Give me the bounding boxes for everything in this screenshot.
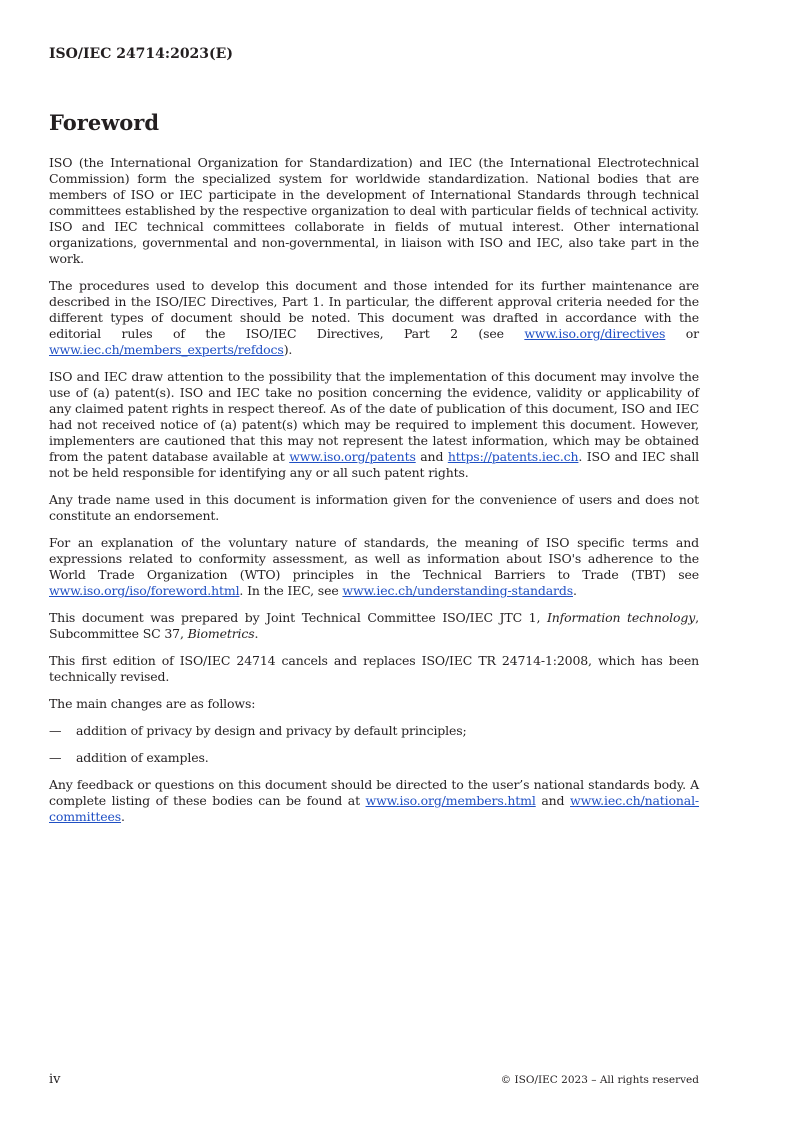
page-number: iv: [49, 1072, 61, 1087]
link-iso-foreword[interactable]: www.iso.org/iso/foreword.html: [49, 583, 240, 598]
copyright-notice: © ISO/IEC 2023 – All rights reserved: [500, 1074, 699, 1086]
paragraph-standardization-system: ISO (the International Organization for Standardization) and IEC (the International Electrotechnical Commission) form the specialized system for worldwide standardization. National bodies that are members of ISO or IEC participate in the development of International Standards through technical committees established by the respective organization to deal with particular fields of technical activity. ISO and IEC technical committees collaborate in fields of mutual interest. Other international organizations, governmental and non-governmental, in liaison with ISO and IEC, also take part in the work.: [49, 155, 699, 266]
paragraph-edition: This first edition of ISO/IEC 24714 cancels and replaces ISO/IEC TR 24714-1:2008, which has been technically revised.: [49, 653, 699, 684]
list-item: [49, 723, 699, 739]
paragraph-trade-name: Any trade name used in this document is information given for the convenience of users and does not constitute an endorsement.: [49, 492, 699, 523]
paragraph-patents: [49, 369, 699, 481]
link-iec-understanding-standards[interactable]: www.iec.ch/understanding-standards: [342, 583, 573, 598]
link-iso-directives[interactable]: www.iso.org/directives: [524, 326, 666, 341]
paragraph-text: , Subcommittee SC 37,: [49, 610, 699, 641]
list-item-text: addition of examples.: [76, 750, 209, 765]
link-iso-members[interactable]: www.iso.org/members.html: [365, 793, 536, 808]
paragraph-text: or: [665, 326, 699, 341]
paragraph-text: .: [573, 583, 577, 598]
link-iec-patents[interactable]: https://patents.iec.ch: [447, 449, 579, 464]
paragraph-text: and: [535, 793, 571, 808]
link-iec-national-committees[interactable]: www.iec.ch/national-committees: [49, 793, 700, 824]
paragraph-text: and: [415, 449, 448, 464]
paragraph-text: ISO and IEC draw attention to the possibility that the implementation of this document may involve the use of (a) patent(s). ISO and IEC take no position concerning the evidence, validity or applicability of any claimed patent rights in respect thereof. As of the date of publication of this document, ISO and IEC had not received notice of (a) patent(s) which may be required to implement this document. However, implementers are cautioned that this may not represent the latest information, which may be obtained from the patent database available at: [49, 369, 699, 464]
paragraph-feedback: [49, 777, 699, 825]
paragraph-text: ).: [283, 342, 293, 357]
committee-name: Information technology: [546, 610, 696, 625]
foreword-body: [49, 155, 699, 836]
paragraph-text: .: [121, 809, 125, 824]
link-iec-refdocs[interactable]: www.iec.ch/members_experts/refdocs: [49, 342, 284, 357]
page-title: Foreword: [49, 110, 160, 135]
dash-bullet: —: [49, 750, 62, 765]
list-item-text: addition of privacy by design and privacy by default principles;: [76, 723, 467, 738]
paragraph-text: .: [254, 626, 259, 641]
link-iso-patents[interactable]: www.iso.org/patents: [289, 449, 416, 464]
paragraph-text: The procedures used to develop this document and those intended for its further maintenance are described in the ISO/IEC Directives, Part 1. In particular, the different approval criteria needed for the different types of document should be noted. This document was drafted in accordance with the editorial rules of the ISO/IEC Directives, Part 2 (see: [49, 278, 699, 341]
list-item: [49, 750, 699, 766]
document-id-header: ISO/IEC 24714:2023(E): [49, 46, 233, 62]
paragraph-text: . In the IEC, see: [239, 583, 343, 598]
dash-bullet: —: [49, 723, 62, 738]
paragraph-procedures: [49, 278, 699, 358]
paragraph-text: . ISO and IEC shall not be held responsible for identifying any or all such patent rights.: [49, 449, 700, 480]
paragraph-text: For an explanation of the voluntary nature of standards, the meaning of ISO specific terms and expressions related to conformity assessment, as well as information about ISO's adherence to the World Trade Organization (WTO) principles in the Technical Barriers to Trade (TBT) see: [49, 535, 699, 582]
paragraph-voluntary-nature: [49, 535, 699, 599]
paragraph-text: This document was prepared by Joint Technical Committee ISO/IEC JTC 1,: [49, 610, 547, 625]
subcommittee-name: Biometrics: [187, 626, 255, 641]
paragraph-main-changes: The main changes are as follows:: [49, 696, 256, 711]
paragraph-prepared-by: [49, 610, 699, 642]
paragraph-text: Any feedback or questions on this document should be directed to the user’s national standards body. A complete listing of these bodies can be found at: [49, 777, 699, 808]
